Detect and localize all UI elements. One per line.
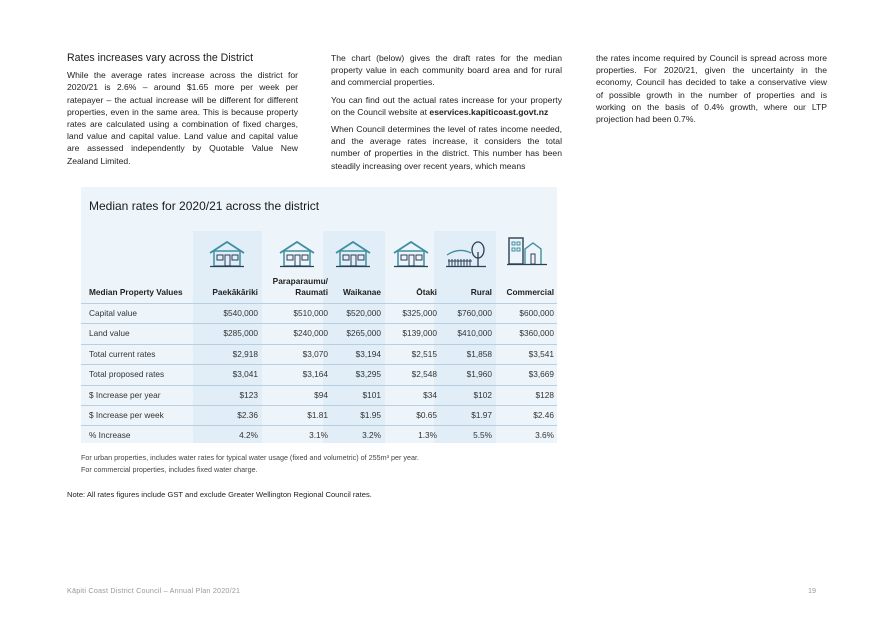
column-header	[327, 276, 381, 298]
table-cell: $540,000	[223, 308, 258, 318]
table-cell: $2,918	[232, 348, 258, 359]
footnote-commercial: For commercial properties, includes fixed water charge.	[81, 465, 258, 474]
growth-paragraph: When Council determines the level of rates income needed, and the average rates increase, it considers the total number of properties in the district. This number has been steadily increasing over recent years, which means	[331, 124, 562, 171]
column-header-line1	[387, 276, 437, 287]
website-text: You can find out the actual rates increase for your property on the Council website at	[331, 94, 562, 117]
table-row	[81, 303, 557, 325]
row-label: % Increase	[89, 430, 131, 441]
column-right	[596, 52, 827, 130]
table-cell: 3.6%	[535, 430, 554, 441]
table-cell: $1,960	[466, 369, 492, 380]
table-row	[81, 425, 557, 447]
table-cell: 5.5%	[473, 430, 492, 441]
column-header-line1: Paraparaumu/	[272, 276, 328, 286]
column-header	[498, 276, 554, 298]
column-left	[67, 52, 298, 172]
table-cell: $520,000	[346, 308, 381, 318]
table-cell: $510,000	[293, 308, 328, 318]
rural-farm-icon	[445, 239, 487, 274]
table-cell: $3,164	[302, 369, 328, 380]
column-header-line2: Paekākāriki	[212, 287, 258, 297]
table-cell: $2.36	[237, 410, 258, 420]
column-header-line1	[327, 276, 381, 287]
table-cell: $265,000	[346, 328, 381, 339]
table-cell: $102	[473, 389, 492, 400]
table-cell: $2.46	[533, 410, 554, 420]
column-header-line2: Commercial	[506, 287, 554, 297]
table-row	[81, 405, 557, 427]
house-icon	[392, 239, 430, 274]
website-paragraph	[331, 94, 562, 118]
table-cell: $1.97	[471, 410, 492, 420]
table-cell: $410,000	[457, 328, 492, 339]
table-cell: $3,194	[355, 348, 381, 359]
row-label: $ Increase per week	[89, 410, 164, 420]
table-cell: 1.3%	[418, 430, 437, 441]
table-cell: $760,000	[457, 308, 492, 318]
column-header	[438, 276, 492, 298]
column-header	[387, 276, 437, 298]
table-cell: $1.95	[360, 410, 381, 420]
column-header-line2: Rural	[470, 287, 492, 297]
chart-intro-paragraph: The chart (below) gives the draft rates for the median property value in each community board area and for rural and commercial properties.	[331, 53, 562, 88]
column-middle	[331, 52, 562, 177]
table-cell: 4.2%	[239, 430, 258, 441]
table-cell: $0.65	[416, 410, 437, 420]
table-cell: $2,515	[411, 348, 437, 359]
section-heading: Rates increases vary across the District	[67, 52, 254, 64]
table-cell: $128	[535, 389, 554, 400]
table-cell: $325,000	[402, 308, 437, 318]
page-number: 19	[808, 586, 816, 595]
column-header-line2: Ōtaki	[416, 287, 437, 297]
table-cell: $1.81	[307, 410, 328, 420]
row-label: Capital value	[89, 308, 137, 318]
growth-continued-paragraph: the rates income required by Council is spread across more properties. For 2020/21, given the uncertainty in the economy, Council has decided to take a conservative view of possible growth in the number of properties and is working on the basis of 0.4% growth, where our LTP projection had been 0.7%.	[596, 53, 827, 125]
table-cell: $3,541	[528, 348, 554, 359]
table-cell: 3.2%	[362, 430, 381, 441]
table-cell: $360,000	[519, 328, 554, 339]
table-title: Median rates for 2020/21 across the district	[89, 199, 320, 213]
row-label: Total proposed rates	[89, 369, 165, 380]
gst-note: Note: All rates figures include GST and exclude Greater Wellington Regional Council rates.	[67, 490, 372, 499]
row-label: Total current rates	[89, 348, 156, 359]
house-icon	[334, 239, 372, 274]
column-header	[268, 276, 328, 298]
table-row	[81, 364, 557, 386]
median-rates-table	[81, 187, 557, 443]
table-cell: $3,295	[355, 369, 381, 380]
row-label: Land value	[89, 328, 130, 339]
website-link[interactable]: eservices.kapiticoast.govt.nz	[429, 106, 549, 117]
column-header-line2: Waikanae	[343, 287, 381, 297]
table-cell: $240,000	[293, 328, 328, 339]
column-header-line1	[498, 276, 554, 287]
table-cell: $1,858	[466, 348, 492, 359]
column-header-line1	[197, 276, 258, 287]
table-row	[81, 385, 557, 407]
table-cell: $34	[423, 389, 437, 400]
table-cell: $139,000	[402, 328, 437, 339]
column-header-line2: Raumati	[295, 287, 328, 297]
table-cell: $3,669	[528, 369, 554, 380]
row-label-header: Median Property Values	[89, 287, 183, 297]
house-icon	[278, 239, 316, 274]
table-cell: 3.1%	[309, 430, 328, 441]
table-row	[81, 323, 557, 345]
column-header	[197, 276, 258, 298]
table-cell: $101	[362, 389, 381, 400]
table-cell: $2,548	[411, 369, 437, 380]
table-cell: $94	[314, 389, 328, 400]
row-label: $ Increase per year	[89, 389, 161, 400]
commercial-buildings-icon	[506, 235, 548, 272]
table-cell: $600,000	[519, 308, 554, 318]
footnote-water-usage: For urban properties, includes water rates for typical water usage (fixed and volumetric) of 255m³ per year.	[81, 453, 419, 462]
house-icon	[208, 239, 246, 274]
table-cell: $3,070	[302, 348, 328, 359]
footer-title: Kāpiti Coast District Council – Annual Plan 2020/21	[67, 586, 241, 595]
table-cell: $3,041	[232, 369, 258, 380]
intro-paragraph: While the average rates increase across the district for 2020/21 is 2.6% – around $1.65 more per week per ratepayer – the actual increase will be different for different properties, even in the same area. This is because property rates are calculated using a combination of fixed charges, land value and capital value. Land value and capital value are assessed independently by Quotable Value New Zealand Limited.	[67, 70, 298, 166]
table-cell: $123	[239, 389, 258, 400]
table-cell: $285,000	[223, 328, 258, 339]
column-header-line1	[438, 276, 492, 287]
table-row	[81, 344, 557, 366]
